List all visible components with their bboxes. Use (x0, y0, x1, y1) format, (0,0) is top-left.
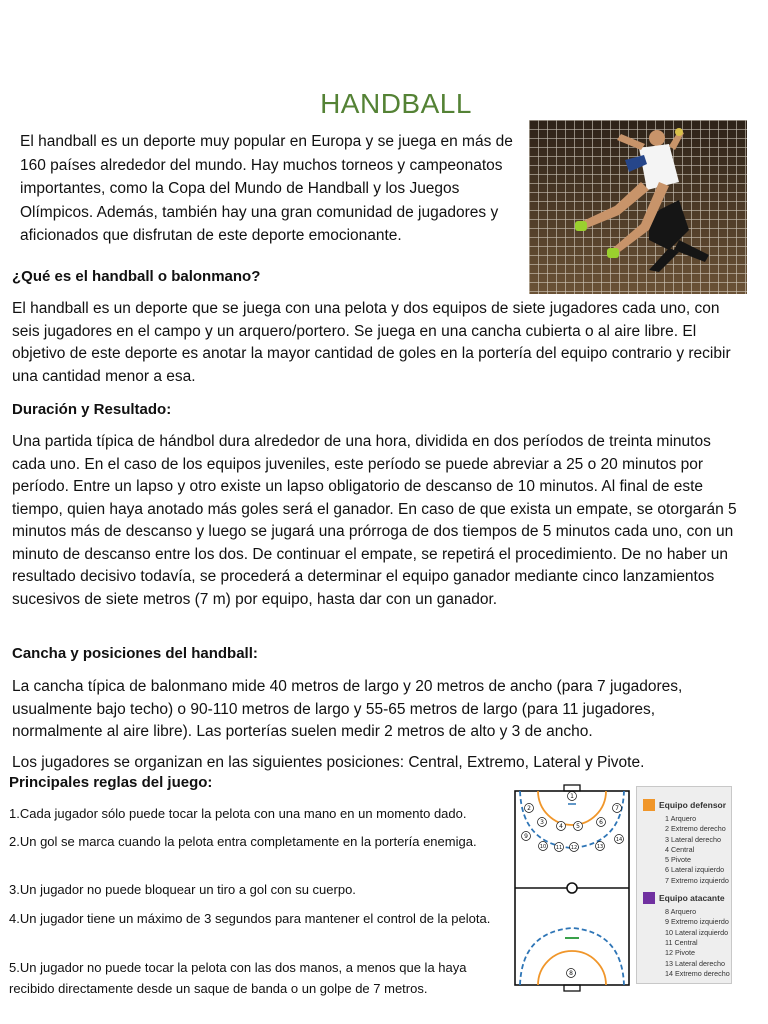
section-heading-duration: Duración y Resultado: (12, 401, 172, 418)
legend-item: 14 Extremo derecho (665, 968, 730, 978)
section-body-positions: Los jugadores se organizan en las siguientes posiciones: Central, Extremo, Lateral y Pivote. (12, 754, 645, 771)
court-diagram (512, 784, 632, 992)
legend-item: 11 Central (665, 937, 698, 947)
intro-paragraph: El handball es un deporte muy popular en Europa y se juega en más de 160 países alrededor del mundo. Hay muchos torneos y campeonatos importantes, como la Copa del Mundo de Handball y los Juegos Olímpicos. Además, también hay una gran comunidad de jugadores y aficionados que disfrutan de este deporte emocionante. (20, 133, 513, 244)
court-number: 4 (559, 823, 563, 830)
legend-item: 8 Arquero (665, 907, 697, 917)
legend-item: 3 Lateral derecho (665, 834, 721, 844)
legend-item: 2 Extremo derecho (665, 824, 726, 834)
section-heading-court: Cancha y posiciones del handball: (12, 645, 258, 662)
rule-item: 5.Un jugador no puede tocar la pelota con las dos manos, a menos que la haya recibido directamente desde un saque de banda o un golpe de 7 metros. (9, 960, 467, 996)
court-number: 6 (599, 819, 603, 826)
court-number: 1 (570, 793, 574, 800)
rule-item: 4.Un jugador tiene un máximo de 3 segundos para mantener el control de la pelota. (9, 911, 491, 926)
legend-item: 12 Pivote (665, 948, 695, 958)
court-legend (636, 786, 732, 984)
legend-item: 10 Lateral izquierdo (665, 927, 729, 937)
handball-player-photo (529, 120, 747, 294)
page-title: HANDBALL (320, 88, 472, 119)
legend-item: 6 Lateral izquierdo (665, 865, 725, 875)
court-number: 10 (539, 844, 547, 850)
legend-item: 1 Arquero (665, 814, 697, 823)
court-number: 8 (569, 970, 573, 977)
legend-attack-list (637, 907, 731, 979)
rule-item: 2.Un gol se marca cuando la pelota entra completamente en la portería enemiga. (9, 834, 477, 849)
legend-item: 4 Central (665, 844, 695, 854)
legend-attack-heading: Equipo atacante (643, 892, 731, 904)
legend-item: 5 Pivote (665, 855, 691, 865)
section-body-what-is: El handball es un deporte que se juega con una pelota y dos equipos de siete jugadores cada uno, con seis jugadores en el campo y un arquero/portero. Se juega en una cancha cubierta o al aire libre. El objetivo de este deporte es anotar la mayor cantidad de goles en la portería del equipo contrario y recibir una cantidad menor a esa. (12, 300, 731, 385)
purple-swatch-icon (643, 892, 655, 904)
court-number: 3 (540, 819, 544, 826)
court-number: 11 (555, 845, 563, 851)
section-body-duration: Una partida típica de hándbol dura alrededor de una hora, dividida en dos períodos de treinta minutos cada uno. En el caso de los equipos juveniles, este período se puede abreviar a 25 o 20 minutos por período. Entre un lapso y otro existe un lapso obligatorio de descanso de 10 minutos. Al final de este tiempo, quien haya anotado más goles será el ganador. En caso de que exista un empate, se otorgarán 5 minutos más de descanso y luego se jugará una prórroga de dos tiempos de 5 minutos cada uno, con un minuto de descanso entre los dos. De continuar el empate, se repetirá el procedimiento. De no haber un resultado decisivo todavía, se procederá a determinar el equipo ganador mediante cinco lanzamientos sucesivos de siete metros (7 m) por equipo, hasta dar con un ganador. (12, 433, 737, 608)
court-number: 5 (576, 823, 580, 830)
section-heading-what-is: ¿Qué es el handball o balonmano? (12, 268, 261, 285)
court-number: 2 (527, 805, 531, 812)
legend-defense-heading: Equipo defensor (643, 799, 731, 811)
court-number: 14 (615, 837, 623, 843)
legend-defense-list (637, 814, 731, 886)
legend-item: 13 Lateral derecho (665, 958, 725, 968)
court-number: 9 (524, 833, 528, 840)
court-number: 13 (596, 844, 604, 850)
orange-swatch-icon (643, 799, 655, 811)
court-number: 7 (615, 805, 619, 812)
rule-item: 3.Un jugador no puede bloquear un tiro a gol con su cuerpo. (9, 882, 356, 897)
rules-heading: Principales reglas del juego: (9, 774, 213, 791)
legend-item: 9 Extremo izquierdo (665, 917, 729, 927)
rule-item: 1.Cada jugador sólo puede tocar la pelota con una mano en un momento dado. (9, 806, 467, 821)
legend-item: 7 Extremo izquierdo (665, 875, 729, 885)
court-number: 12 (570, 845, 578, 851)
section-body-court: La cancha típica de balonmano mide 40 metros de largo y 20 metros de ancho (para 7 jugadores, usualmente bajo techo) o 90-110 metros de largo y 55-65 metros de largo (para 11 jugadores, normalmente al aire libre). Las porterías suelen medir 2 metros de alto y 3 de ancho. (12, 678, 683, 740)
